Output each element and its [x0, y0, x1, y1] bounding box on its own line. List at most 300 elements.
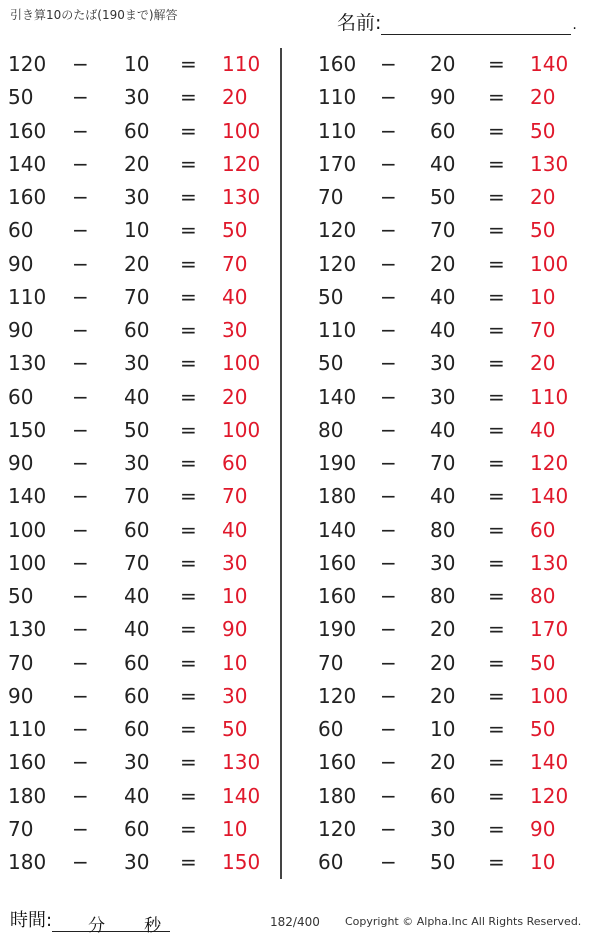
equals-sign: = [488, 318, 505, 342]
minuend: 120 [318, 816, 357, 841]
answer: 30 [222, 318, 248, 342]
problem-row [0, 613, 280, 646]
subtrahend: 50 [430, 850, 456, 874]
minuend: 90 [8, 251, 34, 276]
equals-sign: = [180, 550, 197, 575]
answer: 30 [222, 550, 248, 575]
answer: 100 [222, 351, 261, 376]
minuend: 70 [318, 650, 344, 675]
problem-row [0, 347, 280, 380]
minus-sign: − [72, 783, 89, 808]
answer: 10 [222, 650, 248, 675]
problem-row [300, 381, 600, 414]
equals-sign: = [180, 584, 197, 608]
minus-sign: − [72, 750, 89, 775]
minus-sign: − [380, 650, 397, 675]
minus-sign: − [72, 617, 89, 642]
minus-sign: − [72, 816, 89, 841]
subtrahend: 30 [124, 850, 150, 874]
equals-sign: = [180, 517, 197, 542]
subtrahend: 80 [430, 517, 456, 542]
equals-sign: = [180, 284, 197, 309]
problem-row [0, 547, 280, 580]
minuend: 160 [318, 584, 357, 608]
answer: 130 [530, 550, 569, 575]
minus-sign: − [72, 717, 89, 741]
answer: 50 [530, 118, 556, 143]
answer: 30 [222, 683, 248, 708]
minus-sign: − [72, 451, 89, 475]
answer: 20 [530, 85, 556, 110]
equals-sign: = [180, 717, 197, 741]
problem-row [0, 647, 280, 680]
equals-sign: = [180, 384, 197, 409]
minus-sign: − [72, 850, 89, 874]
equals-sign: = [488, 816, 505, 841]
equals-sign: = [180, 52, 197, 76]
equals-sign: = [180, 650, 197, 675]
answer: 130 [222, 750, 261, 775]
equals-sign: = [488, 251, 505, 276]
subtrahend: 30 [430, 384, 456, 409]
subtrahend: 70 [124, 284, 150, 309]
minus-sign: − [380, 717, 397, 741]
minus-sign: − [72, 318, 89, 342]
minuend: 60 [8, 384, 34, 409]
equals-sign: = [180, 318, 197, 342]
problem-row [300, 347, 600, 380]
problem-row [300, 48, 600, 81]
problem-row [0, 248, 280, 281]
problem-row [0, 514, 280, 547]
answer: 130 [222, 185, 261, 209]
answer: 140 [530, 52, 569, 76]
equals-sign: = [488, 717, 505, 741]
problem-row [0, 381, 280, 414]
subtrahend: 30 [124, 185, 150, 209]
answer: 130 [530, 151, 569, 176]
subtrahend: 70 [124, 484, 150, 509]
problem-row [300, 115, 600, 148]
equals-sign: = [488, 783, 505, 808]
equals-sign: = [180, 251, 197, 276]
subtrahend: 40 [124, 384, 150, 409]
minus-sign: − [380, 550, 397, 575]
equals-sign: = [180, 683, 197, 708]
equals-sign: = [180, 850, 197, 874]
page-number: 182/400 [270, 915, 320, 929]
problem-row [0, 115, 280, 148]
subtrahend: 30 [124, 85, 150, 110]
answer: 50 [530, 650, 556, 675]
subtrahend: 60 [124, 683, 150, 708]
answer: 150 [222, 850, 261, 874]
subtrahend: 60 [430, 118, 456, 143]
minuend: 50 [8, 85, 34, 110]
problem-row [0, 81, 280, 114]
minuend: 100 [8, 550, 47, 575]
problem-row [0, 48, 280, 81]
answer: 90 [530, 816, 556, 841]
answer: 110 [530, 384, 569, 409]
minuend: 160 [8, 118, 47, 143]
equals-sign: = [488, 218, 505, 243]
problem-row [300, 447, 600, 480]
problem-row [300, 81, 600, 114]
minuend: 90 [8, 451, 34, 475]
minuend: 120 [318, 683, 357, 708]
subtrahend: 60 [124, 517, 150, 542]
answer: 40 [530, 417, 556, 442]
minus-sign: − [72, 284, 89, 309]
minuend: 70 [318, 185, 344, 209]
minuend: 110 [318, 85, 357, 110]
answer: 20 [222, 85, 248, 110]
subtrahend: 50 [430, 185, 456, 209]
equals-sign: = [488, 750, 505, 775]
minuend: 160 [318, 550, 357, 575]
left-problem-column [0, 48, 280, 879]
column-divider [280, 48, 282, 879]
subtrahend: 60 [430, 783, 456, 808]
minus-sign: − [380, 417, 397, 442]
subtrahend: 20 [430, 750, 456, 775]
time-label: 時間: [10, 910, 53, 931]
minuend: 90 [8, 318, 34, 342]
subtrahend: 40 [430, 417, 456, 442]
minuend: 50 [318, 351, 344, 376]
problem-row [300, 780, 600, 813]
subtrahend: 30 [124, 351, 150, 376]
problem-row [0, 314, 280, 347]
minus-sign: − [380, 683, 397, 708]
equals-sign: = [488, 284, 505, 309]
problem-row [300, 746, 600, 779]
copyright-notice: Copyright © Alpha.Inc All Rights Reserved. [345, 915, 582, 928]
problem-row [0, 414, 280, 447]
minuend: 180 [8, 783, 47, 808]
answer: 20 [222, 384, 248, 409]
minus-sign: − [380, 151, 397, 176]
minus-sign: − [380, 218, 397, 243]
problem-row [300, 514, 600, 547]
problem-row [0, 846, 280, 879]
problem-row [300, 846, 600, 879]
minuend: 60 [318, 717, 344, 741]
equals-sign: = [488, 550, 505, 575]
problem-row [0, 713, 280, 746]
subtrahend: 20 [124, 151, 150, 176]
minus-sign: − [72, 85, 89, 110]
subtrahend: 90 [430, 85, 456, 110]
minus-sign: − [380, 783, 397, 808]
minuend: 160 [8, 185, 47, 209]
minuend: 190 [318, 451, 357, 475]
problem-row [300, 580, 600, 613]
equals-sign: = [488, 52, 505, 76]
equals-sign: = [488, 417, 505, 442]
subtrahend: 60 [124, 717, 150, 741]
equals-sign: = [180, 783, 197, 808]
answer: 70 [222, 251, 248, 276]
answer: 100 [530, 683, 569, 708]
minus-sign: − [380, 284, 397, 309]
name-blank-line [381, 16, 571, 35]
problem-row [0, 447, 280, 480]
minutes-label: 分 [88, 916, 106, 936]
answer: 50 [530, 717, 556, 741]
minus-sign: − [72, 52, 89, 76]
minuend: 50 [8, 584, 34, 608]
minus-sign: − [380, 816, 397, 841]
equals-sign: = [488, 517, 505, 542]
minuend: 140 [8, 484, 47, 509]
minuend: 70 [8, 650, 34, 675]
minus-sign: − [380, 85, 397, 110]
minus-sign: − [380, 351, 397, 376]
problem-row [300, 613, 600, 646]
minus-sign: − [380, 451, 397, 475]
subtrahend: 30 [430, 816, 456, 841]
equals-sign: = [488, 118, 505, 143]
subtrahend: 40 [124, 617, 150, 642]
minuend: 180 [8, 850, 47, 874]
minuend: 50 [318, 284, 344, 309]
equals-sign: = [180, 816, 197, 841]
minus-sign: − [72, 251, 89, 276]
minuend: 60 [318, 850, 344, 874]
answer: 10 [222, 816, 248, 841]
name-field [337, 8, 577, 35]
minus-sign: − [72, 185, 89, 209]
minuend: 110 [318, 118, 357, 143]
minuend: 140 [318, 517, 357, 542]
minuend: 90 [8, 683, 34, 708]
problem-row [300, 713, 600, 746]
minus-sign: − [72, 118, 89, 143]
seconds-label: 秒 [144, 916, 162, 936]
subtrahend: 40 [430, 284, 456, 309]
subtrahend: 20 [430, 650, 456, 675]
subtrahend: 20 [124, 251, 150, 276]
minus-sign: − [72, 550, 89, 575]
minus-sign: − [380, 517, 397, 542]
minus-sign: − [380, 484, 397, 509]
answer: 20 [530, 351, 556, 376]
minuend: 140 [318, 384, 357, 409]
answer: 70 [222, 484, 248, 509]
answer: 140 [222, 783, 261, 808]
subtrahend: 60 [124, 650, 150, 675]
minuend: 180 [318, 783, 357, 808]
problem-row [0, 480, 280, 513]
minus-sign: − [72, 384, 89, 409]
answer: 100 [530, 251, 569, 276]
name-label: 名前: [337, 12, 382, 34]
subtrahend: 40 [124, 584, 150, 608]
minus-sign: − [72, 517, 89, 542]
subtrahend: 10 [124, 52, 150, 76]
equals-sign: = [488, 185, 505, 209]
equals-sign: = [488, 451, 505, 475]
problem-row [300, 547, 600, 580]
minus-sign: − [72, 218, 89, 243]
minuend: 120 [8, 52, 47, 76]
problem-row [300, 281, 600, 314]
minuend: 160 [318, 52, 357, 76]
minuend: 110 [8, 717, 47, 741]
subtrahend: 60 [124, 118, 150, 143]
answer: 120 [222, 151, 261, 176]
problem-row [300, 314, 600, 347]
problem-row [300, 414, 600, 447]
equals-sign: = [488, 850, 505, 874]
problem-row [300, 181, 600, 214]
equals-sign: = [180, 617, 197, 642]
time-blank-line [52, 911, 170, 936]
equals-sign: = [488, 484, 505, 509]
minuend: 110 [8, 284, 47, 309]
problem-row [300, 647, 600, 680]
equals-sign: = [488, 617, 505, 642]
answer: 100 [222, 118, 261, 143]
subtrahend: 80 [430, 584, 456, 608]
problem-row [300, 148, 600, 181]
answer: 80 [530, 584, 556, 608]
equals-sign: = [180, 351, 197, 376]
minus-sign: − [380, 617, 397, 642]
minuend: 180 [318, 484, 357, 509]
answer: 110 [222, 52, 261, 76]
problem-row [0, 214, 280, 247]
equals-sign: = [180, 451, 197, 475]
answer: 70 [530, 318, 556, 342]
minuend: 60 [8, 218, 34, 243]
problem-row [300, 248, 600, 281]
equals-sign: = [180, 151, 197, 176]
equals-sign: = [180, 484, 197, 509]
subtrahend: 30 [430, 351, 456, 376]
minus-sign: − [380, 850, 397, 874]
answer: 60 [530, 517, 556, 542]
problem-row [0, 746, 280, 779]
problem-row [0, 281, 280, 314]
name-dot: . [572, 17, 577, 33]
equals-sign: = [180, 750, 197, 775]
subtrahend: 40 [430, 484, 456, 509]
problem-row [0, 148, 280, 181]
minuend: 110 [318, 318, 357, 342]
answer: 50 [530, 218, 556, 243]
minuend: 160 [318, 750, 357, 775]
answer: 100 [222, 417, 261, 442]
answer: 10 [530, 284, 556, 309]
equals-sign: = [488, 351, 505, 376]
equals-sign: = [488, 683, 505, 708]
answer: 10 [530, 850, 556, 874]
minuend: 140 [8, 151, 47, 176]
minus-sign: − [380, 750, 397, 775]
answer: 120 [530, 783, 569, 808]
minuend: 190 [318, 617, 357, 642]
equals-sign: = [180, 118, 197, 143]
subtrahend: 70 [124, 550, 150, 575]
minuend: 70 [8, 816, 34, 841]
answer: 40 [222, 284, 248, 309]
subtrahend: 40 [430, 318, 456, 342]
minus-sign: − [72, 650, 89, 675]
problem-row [300, 813, 600, 846]
answer: 50 [222, 218, 248, 243]
subtrahend: 30 [430, 550, 456, 575]
subtrahend: 20 [430, 52, 456, 76]
minuend: 160 [8, 750, 47, 775]
subtrahend: 30 [124, 451, 150, 475]
equals-sign: = [488, 650, 505, 675]
minus-sign: − [72, 484, 89, 509]
answer: 60 [222, 451, 248, 475]
subtrahend: 60 [124, 816, 150, 841]
minus-sign: − [72, 417, 89, 442]
subtrahend: 20 [430, 251, 456, 276]
subtrahend: 70 [430, 451, 456, 475]
minus-sign: − [380, 384, 397, 409]
problem-row [0, 680, 280, 713]
subtrahend: 20 [430, 617, 456, 642]
subtrahend: 20 [430, 683, 456, 708]
equals-sign: = [180, 218, 197, 243]
subtrahend: 60 [124, 318, 150, 342]
answer: 40 [222, 517, 248, 542]
minuend: 120 [318, 251, 357, 276]
answer: 50 [222, 717, 248, 741]
minuend: 130 [8, 351, 47, 376]
time-field [10, 906, 170, 936]
minus-sign: − [380, 185, 397, 209]
answer: 90 [222, 617, 248, 642]
minus-sign: − [380, 584, 397, 608]
minus-sign: − [72, 351, 89, 376]
equals-sign: = [488, 384, 505, 409]
equals-sign: = [488, 85, 505, 110]
minus-sign: − [380, 52, 397, 76]
answer: 10 [222, 584, 248, 608]
equals-sign: = [180, 417, 197, 442]
minus-sign: − [380, 118, 397, 143]
minuend: 150 [8, 417, 47, 442]
equals-sign: = [180, 85, 197, 110]
problem-row [300, 480, 600, 513]
minus-sign: − [72, 683, 89, 708]
equals-sign: = [488, 584, 505, 608]
problem-row [0, 780, 280, 813]
minus-sign: − [380, 251, 397, 276]
problem-row [300, 680, 600, 713]
minuend: 100 [8, 517, 47, 542]
problem-row [0, 181, 280, 214]
subtrahend: 50 [124, 417, 150, 442]
minuend: 120 [318, 218, 357, 243]
minuend: 80 [318, 417, 344, 442]
answer: 140 [530, 484, 569, 509]
subtrahend: 10 [430, 717, 456, 741]
subtrahend: 70 [430, 218, 456, 243]
minus-sign: − [72, 151, 89, 176]
equals-sign: = [180, 185, 197, 209]
answer: 140 [530, 750, 569, 775]
subtrahend: 40 [124, 783, 150, 808]
subtrahend: 30 [124, 750, 150, 775]
